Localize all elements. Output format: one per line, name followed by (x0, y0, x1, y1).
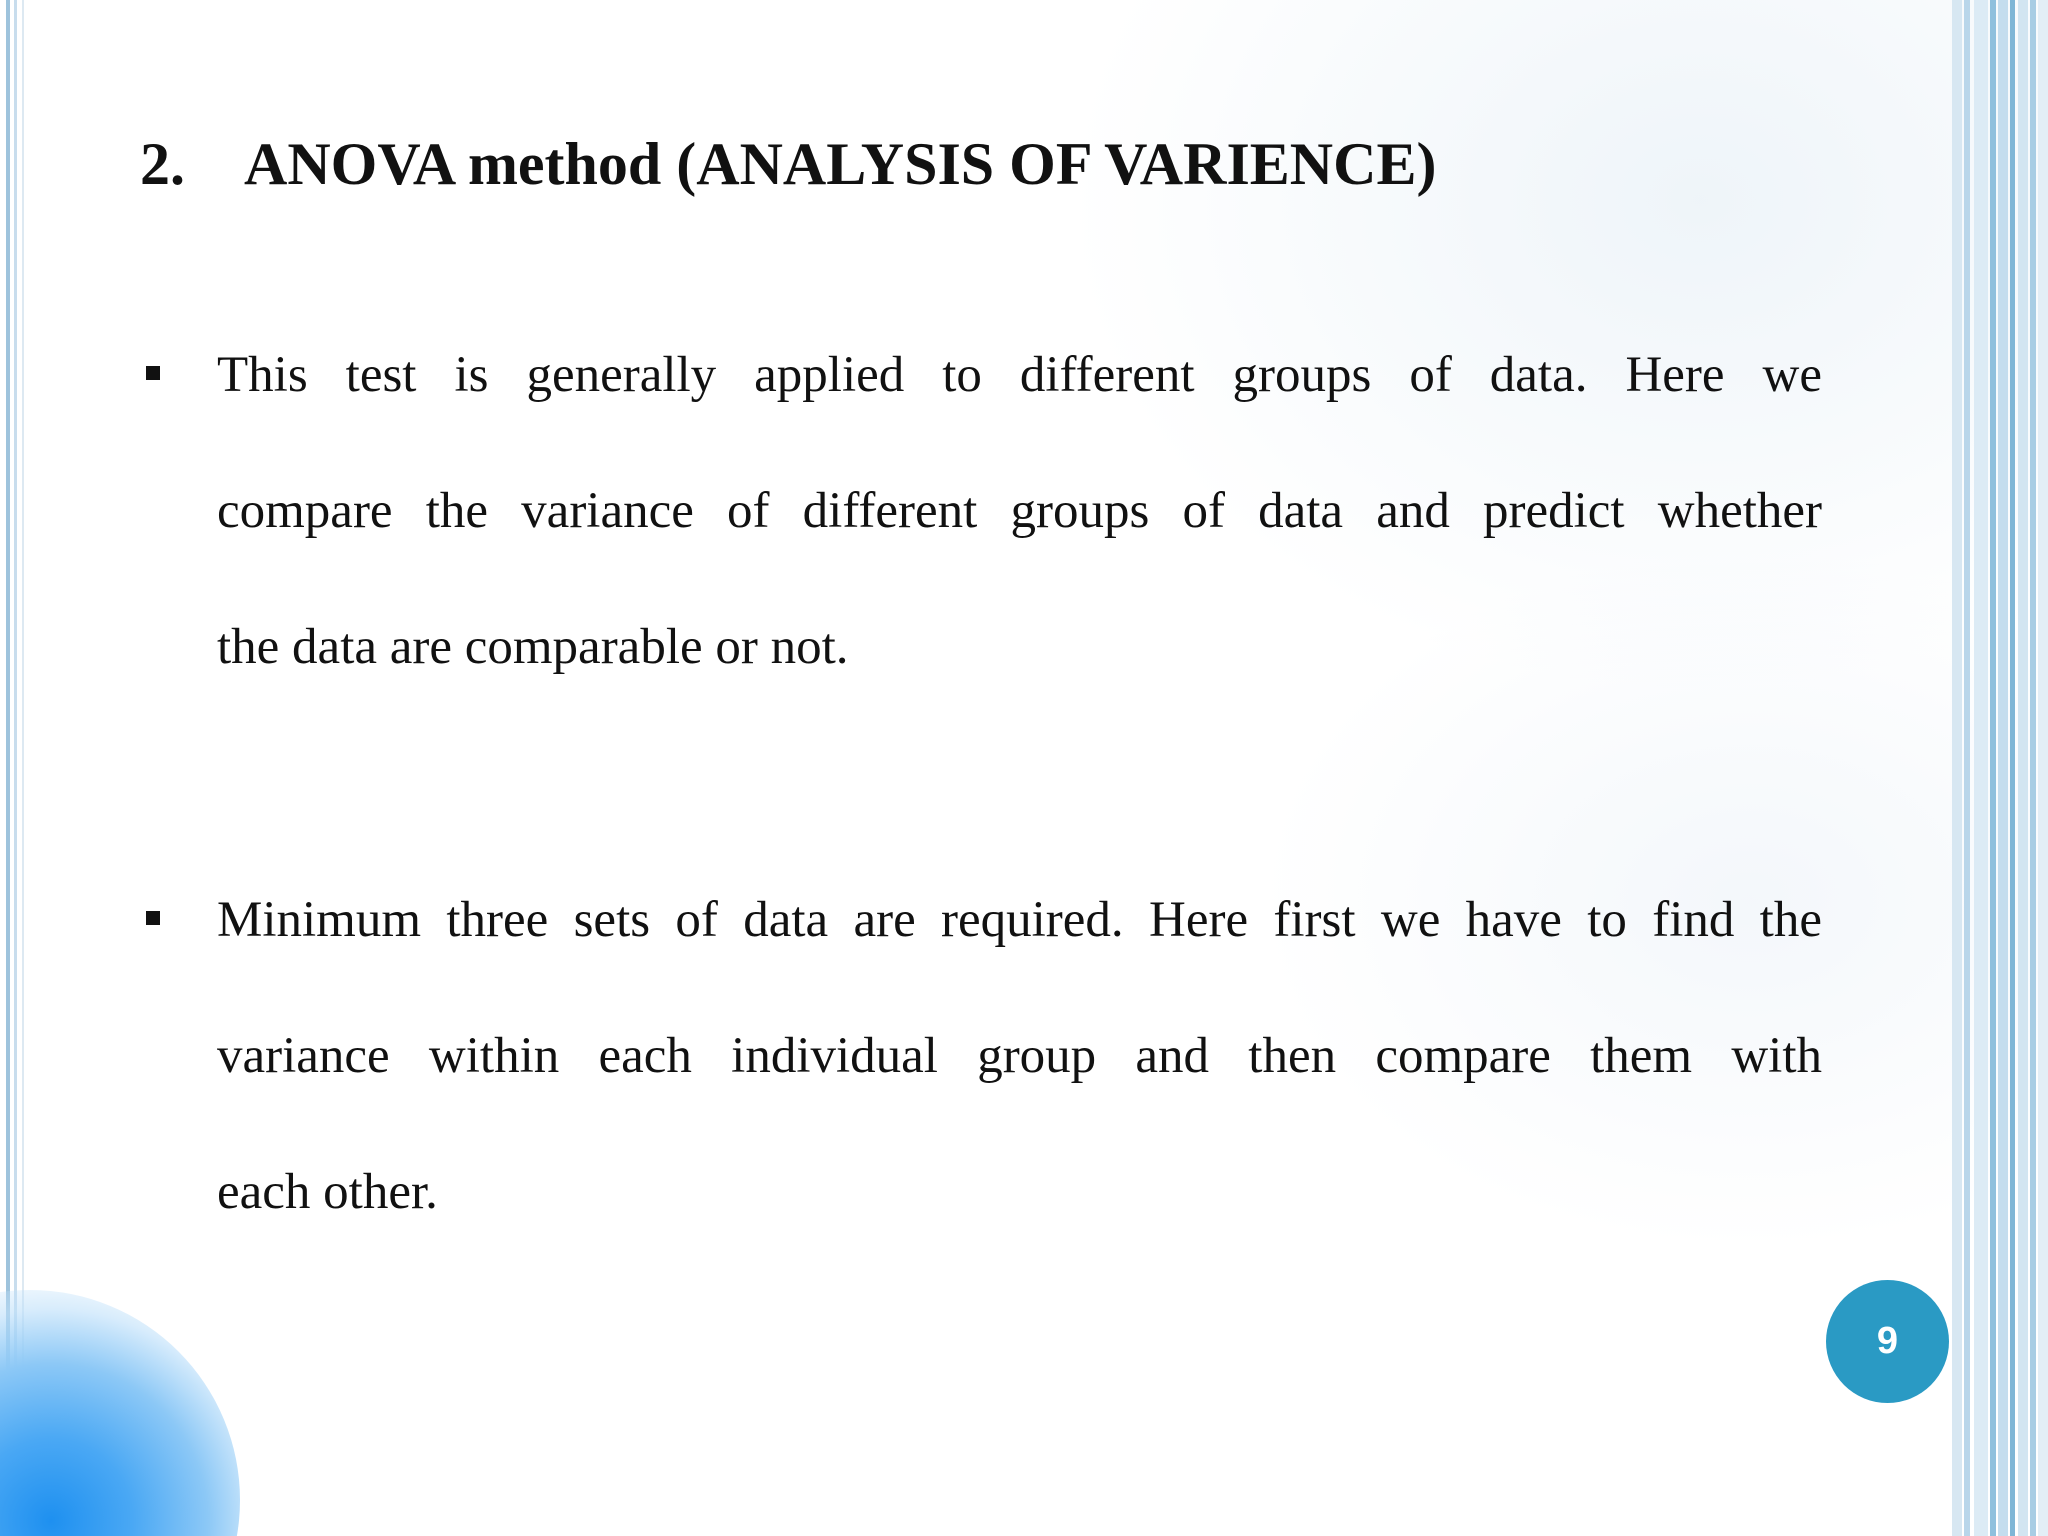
right-stripe-decoration (1952, 0, 2048, 1536)
slide-title (140, 128, 1436, 200)
square-bullet-icon (146, 366, 160, 380)
title-text: ANOVA method (ANALYSIS OF VARIENCE) (244, 131, 1437, 197)
paragraph-line: variance within each individual group and then compare them with (217, 1028, 1822, 1084)
paragraph-line: each other. (217, 1164, 438, 1220)
paragraph-line: the data are comparable or not. (217, 619, 849, 675)
page-number-badge: 9 (1826, 1280, 1949, 1403)
title-number: 2. (140, 131, 185, 197)
bullet-paragraph-2 (217, 852, 1822, 1260)
paragraph-line: compare the variance of different groups of data and predict whether (217, 483, 1822, 539)
corner-glow-decoration (0, 1290, 240, 1536)
paragraph-line: This test is generally applied to different groups of data. Here we (217, 347, 1822, 403)
square-bullet-icon (146, 911, 160, 925)
paragraph-line: Minimum three sets of data are required. Here first we have to find the (217, 892, 1822, 948)
bullet-paragraph-1 (217, 307, 1822, 715)
